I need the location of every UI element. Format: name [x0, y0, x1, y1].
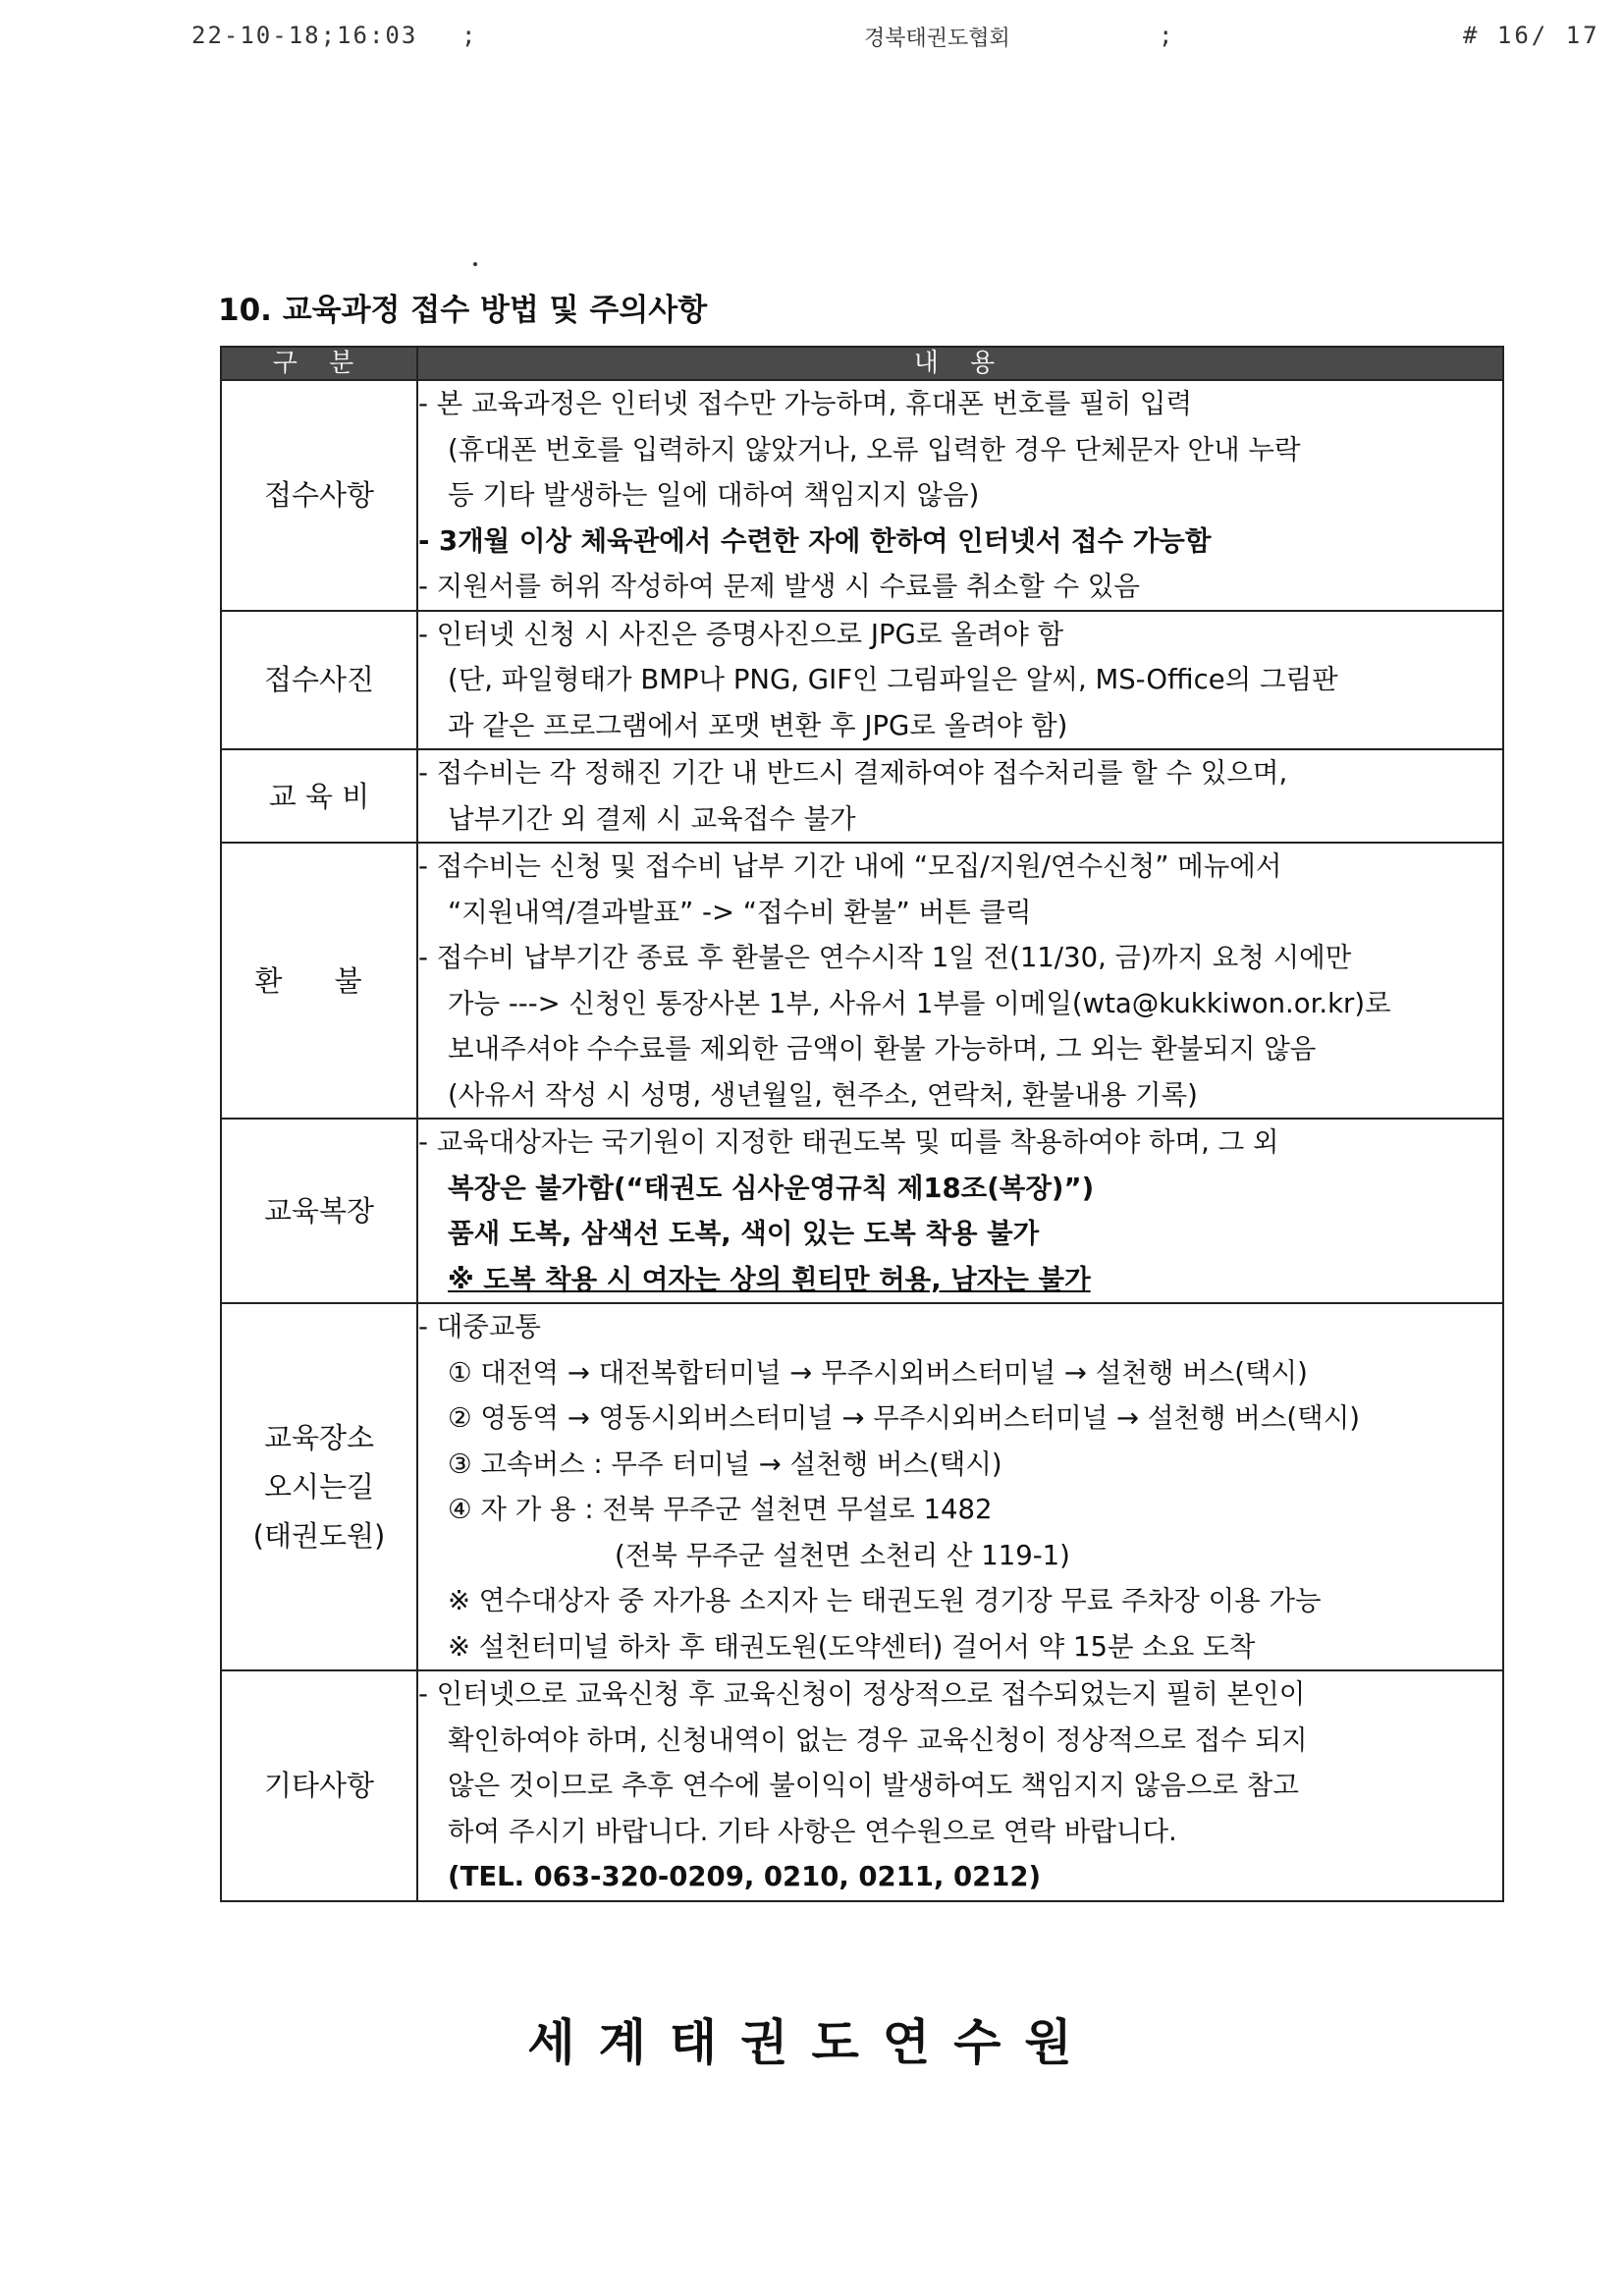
table-row: [221, 1119, 1503, 1303]
row-category: 접수사진: [221, 611, 417, 750]
row-category: 교 육 비: [221, 749, 417, 843]
content-line: - 인터넷으로 교육신청 후 교육신청이 정상적으로 접수되었는지 필히 본인이: [418, 1678, 1306, 1710]
content-line: ※ 도복 착용 시 여자는 상의 흰티만 허용, 남자는 불가: [448, 1263, 1091, 1295]
content-line: ② 영동역 → 영동시외버스터미널 → 무주시외버스터미널 → 설천행 버스(택시): [448, 1402, 1360, 1434]
content-line: 등 기타 발생하는 일에 대하여 책임지지 않음): [448, 479, 980, 511]
table-row: [221, 1670, 1503, 1901]
fax-sender: 경북태권도협회: [864, 27, 1010, 51]
content-line: 복장은 불가함(“태권도 심사운영규칙 제18조(복장)”): [448, 1172, 1095, 1204]
row-category-line: 오시는길: [263, 1470, 375, 1503]
content-line: ④ 자 가 용 : 전북 무주군 설천면 무설로 1482: [448, 1494, 993, 1525]
content-line: - 본 교육과정은 인터넷 접수만 가능하며, 휴대폰 번호를 필히 입력: [418, 388, 1193, 419]
content-line: - 접수비는 각 정해진 기간 내 반드시 결제하여야 접수처리를 할 수 있으며,: [418, 757, 1288, 789]
table-row: [221, 843, 1503, 1119]
content-line: (휴대폰 번호를 입력하지 않았거나, 오류 입력한 경우 단체문자 안내 누락: [448, 433, 1301, 465]
fax-page-number: # 16/ 17: [1463, 22, 1600, 49]
row-content: [417, 380, 1503, 611]
fax-header: [0, 22, 1623, 61]
row-content: [417, 611, 1503, 750]
content-line: 않은 것이므로 추후 연수에 불이익이 발생하여도 책임지지 않음으로 참고: [448, 1770, 1299, 1801]
scan-dot: [473, 262, 477, 266]
section-title: 10. 교육과정 접수 방법 및 주의사항: [218, 293, 708, 328]
fax-separator: ;: [1159, 22, 1173, 49]
content-line: 하여 주시기 바랍니다. 기타 사항은 연수원으로 연락 바랍니다.: [448, 1815, 1177, 1847]
table-header-row: [221, 347, 1503, 380]
content-line: (전북 무주군 설천면 소천리 산 119-1): [615, 1539, 1070, 1571]
row-category: [221, 1303, 417, 1670]
header-category: 구 분: [221, 347, 417, 380]
fax-datetime: 22-10-18;16:03: [191, 22, 418, 49]
content-line: (사유서 작성 시 성명, 생년월일, 현주소, 연락처, 환불내용 기록): [448, 1078, 1198, 1111]
content-line: - 교육대상자는 국기원이 지정한 태권도복 및 띠를 착용하여야 하며, 그 외: [418, 1126, 1279, 1158]
content-line: ※ 설천터미널 하차 후 태권도원(도약센터) 걸어서 약 15분 소요 도착: [448, 1630, 1256, 1663]
row-category-line: 교육장소: [263, 1421, 375, 1454]
content-line: 품새 도복, 삼색선 도복, 색이 있는 도복 착용 불가: [448, 1218, 1040, 1249]
row-category: 교육복장: [221, 1119, 417, 1303]
fax-separator: ;: [461, 22, 478, 49]
row-content: [417, 1119, 1503, 1303]
row-category-label: 환 불: [254, 963, 384, 998]
table-row: [221, 611, 1503, 750]
row-category: 기타사항: [221, 1670, 417, 1901]
content-line: ※ 연수대상자 중 자가용 소지자 는 태권도원 경기장 무료 주차장 이용 가능: [448, 1585, 1322, 1616]
content-line: 납부기간 외 결제 시 교육접수 불가: [448, 802, 856, 835]
content-line: 확인하여야 하며, 신청내역이 없는 경우 교육신청이 정상적으로 접수 되지: [448, 1723, 1308, 1756]
info-table: [220, 346, 1504, 1902]
content-line: - 접수비는 신청 및 접수비 납부 기간 내에 “모집/지원/연수신청” 메뉴에서: [418, 850, 1282, 882]
table-row: [221, 1303, 1503, 1670]
header-content: 내 용: [417, 347, 1503, 380]
row-category: [221, 843, 417, 1119]
content-line: - 3개월 이상 체육관에서 수련한 자에 한하여 인터넷서 접수 가능함: [418, 524, 1212, 557]
content-line: ① 대전역 → 대전복합터미널 → 무주시외버스터미널 → 설천행 버스(택시): [448, 1356, 1308, 1389]
content-line: - 지원서를 허위 작성하여 문제 발생 시 수료를 취소할 수 있음: [418, 571, 1140, 602]
row-content: [417, 1670, 1503, 1901]
content-line: “지원내역/결과발표” -> “접수비 환불” 버튼 클릭: [448, 896, 1032, 928]
table-row: [221, 380, 1503, 611]
table-row: [221, 749, 1503, 843]
content-line: (TEL. 063-320-0209, 0210, 0211, 0212): [448, 1861, 1042, 1892]
content-line: - 대중교통: [418, 1311, 541, 1342]
row-content: [417, 1303, 1503, 1670]
row-content: [417, 843, 1503, 1119]
row-content: [417, 749, 1503, 843]
content-line: 과 같은 프로그램에서 포맷 변환 후 JPG로 올려야 함): [448, 709, 1068, 741]
row-category: 접수사항: [221, 380, 417, 611]
content-line: 보내주셔야 수수료를 제외한 금액이 환불 가능하며, 그 외는 환불되지 않음: [448, 1033, 1317, 1065]
footer-organization-name: 세계태권도연수원: [527, 2014, 1096, 2071]
content-line: (단, 파일형태가 BMP나 PNG, GIF인 그림파일은 알씨, MS-Office의 그림판: [448, 664, 1338, 695]
content-line: 가능 ---> 신청인 통장사본 1부, 사유서 1부를 이메일(wta@kukkiwon.or.kr)로: [448, 987, 1391, 1019]
content-line: - 인터넷 신청 시 사진은 증명사진으로 JPG로 올려야 함: [418, 618, 1064, 650]
content-line: ③ 고속버스 : 무주 터미널 → 설천행 버스(택시): [448, 1448, 1002, 1480]
content-line: - 접수비 납부기간 종료 후 환불은 연수시작 1일 전(11/30, 금)까지 요청 시에만: [418, 942, 1352, 973]
row-category-line: (태권도원): [252, 1519, 386, 1553]
